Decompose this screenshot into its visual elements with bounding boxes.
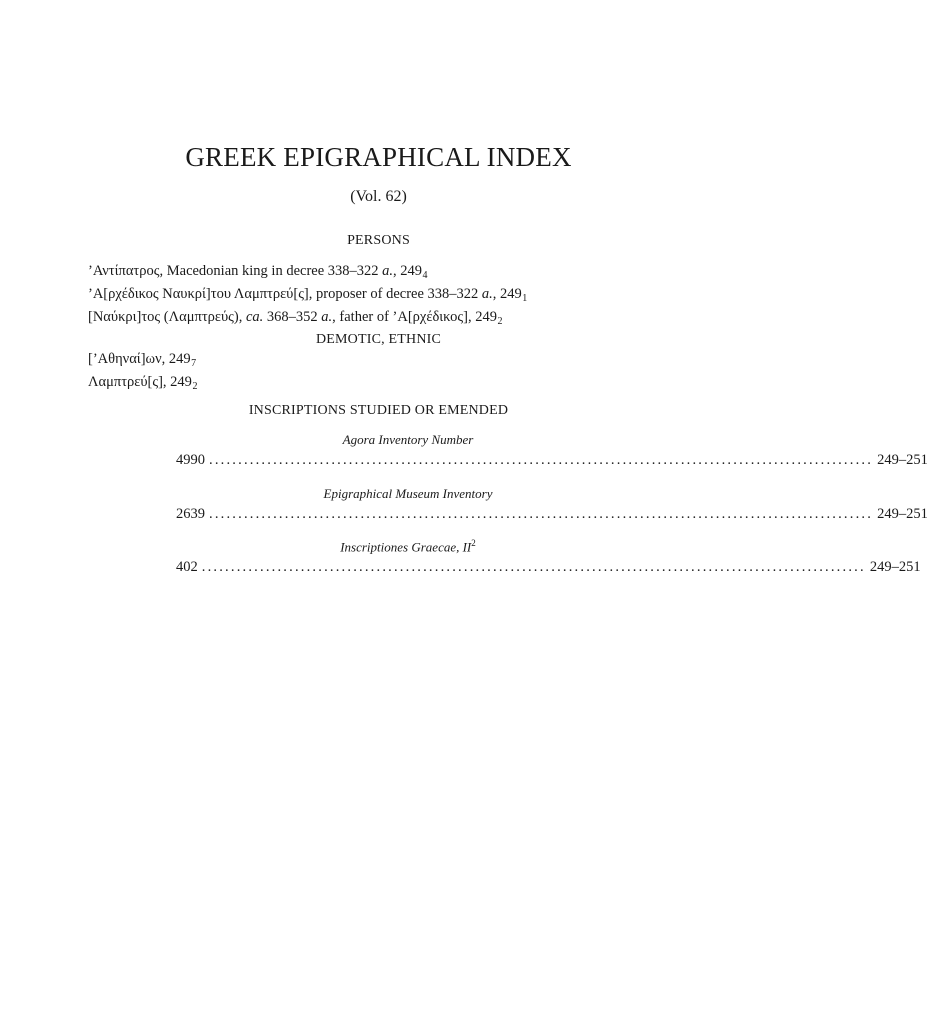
dot-leader: .................................................................................................................. — [209, 452, 874, 468]
persons-heading: PERSONS — [347, 233, 410, 248]
person-entry: [Ναύκρι]τος (Λαμπτρεύς), ca. 368–352 a., father of ’Α[ρχέδικος], $249_2$ — [88, 309, 503, 327]
demotic-list — [88, 350, 708, 396]
page-reference: 249–251 — [869, 559, 921, 576]
inventory-row — [176, 506, 928, 523]
demotic-heading: DEMOTIC, ETHNIC — [315, 332, 442, 347]
page-reference: 249–251 — [877, 452, 928, 468]
inventory-row — [176, 452, 928, 469]
person-entry: ’Α[ρχέδικος Ναυκρί]του Λαμπτρεύ[ς], proposer of decree 338–322 a., $249_1$ — [88, 286, 528, 304]
dot-leader: .................................................................................................................. — [209, 506, 874, 522]
inventory-group — [176, 486, 928, 523]
page-reference: 249–251 — [877, 506, 928, 522]
inventory-heading: Agora Inventory Number — [342, 432, 474, 447]
persons-list — [88, 262, 708, 331]
inventory-row — [176, 559, 921, 576]
demotic-entry: [’Αθηναί]ων, $249_7$ — [88, 351, 197, 369]
inventory-number: 2639 — [176, 506, 205, 522]
inventory-number: 4990 — [176, 452, 205, 468]
inventory-group — [176, 538, 921, 576]
page-title: GREEK EPIGRAPHICAL INDEX — [185, 142, 572, 172]
inscriptions-heading: INSCRIPTIONS STUDIED OR EMENDED — [248, 403, 509, 418]
inventory-number: 402 — [176, 559, 198, 576]
person-entry: ’Αντίπατρος, Macedonian king in decree 338–322 a., $249_4$ — [88, 263, 428, 281]
dot-leader: .................................................................................................................. — [201, 559, 866, 576]
inventory-group — [176, 432, 928, 469]
inventory-heading: Epigraphical Museum Inventory — [323, 486, 493, 501]
volume-subtitle: (Vol. 62) — [350, 188, 407, 205]
inventory-heading: Inscriptiones Graecae, $II^2$ — [340, 538, 476, 555]
demotic-entry: Λαμπτρεύ[ς], $249_2$ — [88, 374, 198, 392]
